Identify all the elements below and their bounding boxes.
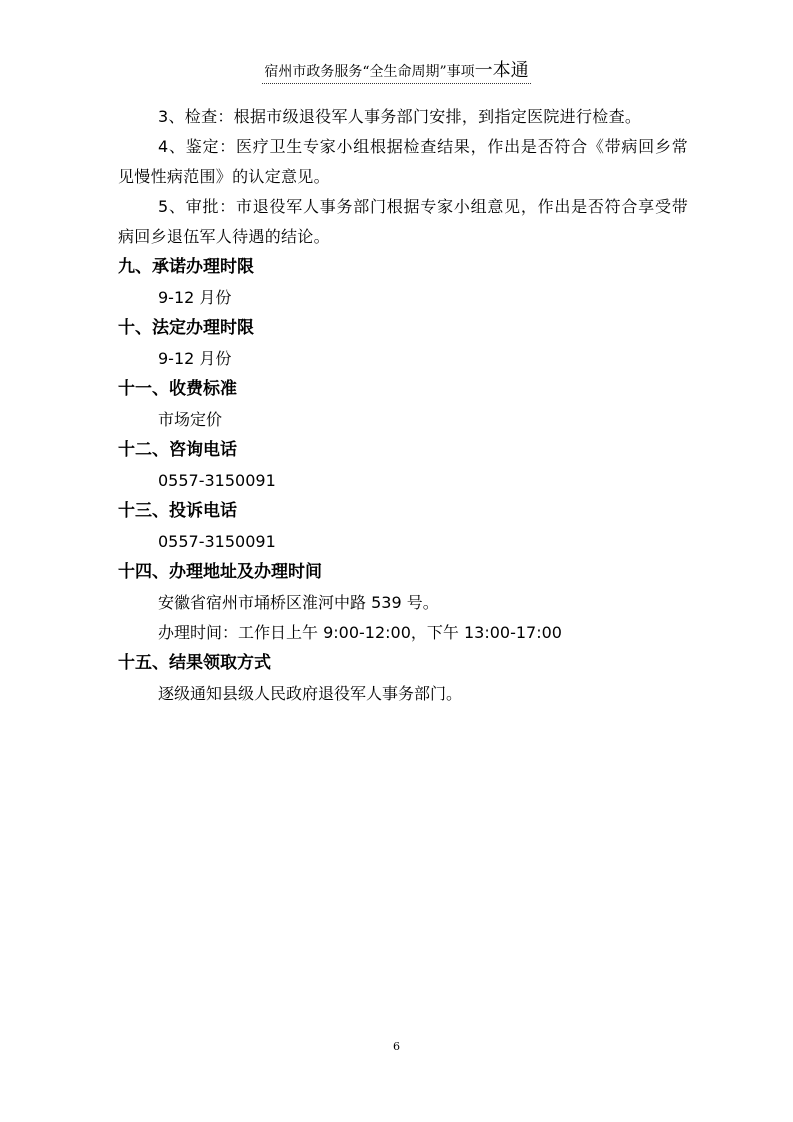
section-10-value: 9-12 月份 — [158, 349, 232, 368]
section-15-value: 逐级通知县级人民政府退役军人事务部门。 — [158, 684, 463, 703]
document-body — [118, 102, 688, 709]
consult-phone: 0557-3150091 — [158, 471, 276, 490]
page-number: 6 — [393, 1040, 400, 1053]
complaint-phone: 0557-3150091 — [158, 532, 276, 551]
section-9-value: 9-12 月份 — [158, 288, 232, 307]
section-11-value: 市场定价 — [158, 410, 223, 429]
step-4-paragraph: 4、鉴定：医疗卫生专家小组根据检查结果，作出是否符合《带病回乡常见慢性病范围》的认定意见。 — [118, 137, 688, 186]
office-address: 安徽省宿州市埇桥区淮河中路 539 号。 — [158, 593, 439, 612]
section-heading-15: 十五、结果领取方式 — [118, 653, 271, 673]
section-heading-14: 十四、办理地址及办理时间 — [118, 562, 322, 582]
running-header — [0, 61, 793, 84]
header-title: 宿州市政务服务“全生命周期”事项 — [264, 64, 475, 80]
step-3-paragraph: 3、检查：根据市级退役军人事务部门安排，到指定医院进行检查。 — [158, 107, 642, 126]
section-heading-13: 十三、投诉电话 — [118, 501, 237, 521]
office-hours: 办理时间：工作日上午 9:00-12:00，下午 13:00-17:00 — [158, 623, 562, 642]
section-heading-11: 十一、收费标准 — [118, 379, 237, 399]
header-title-large: 一本通 — [474, 60, 529, 81]
section-heading-12: 十二、咨询电话 — [118, 440, 237, 460]
step-5-paragraph: 5、审批：市退役军人事务部门根据专家小组意见，作出是否符合享受带病回乡退伍军人待遇的结论。 — [118, 197, 688, 246]
header-underline — [262, 61, 530, 84]
section-heading-10: 十、法定办理时限 — [118, 318, 254, 338]
section-heading-9: 九、承诺办理时限 — [118, 257, 254, 277]
